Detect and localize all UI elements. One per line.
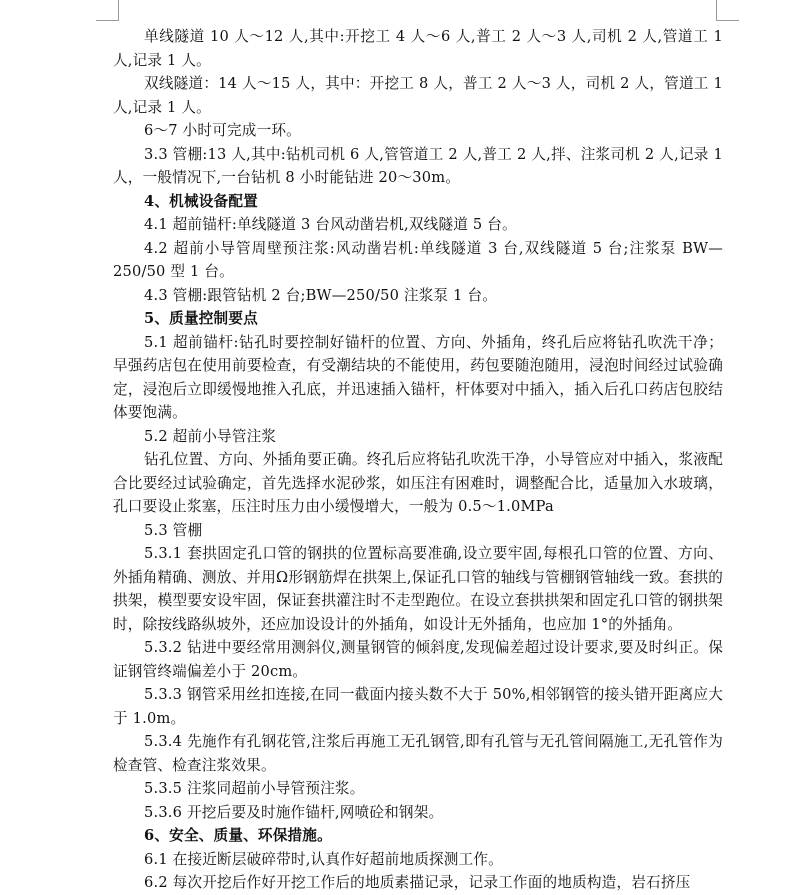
paragraph-safety-6-1: 6.1 在接近断层破碎带时,认真作好超前地质探测工作。 [144,850,503,868]
paragraph-cycle-time: 6～7 小时可完成一环。 [144,122,301,139]
section-heading-quality-points: 5、质量控制要点 [144,310,258,327]
paragraph-equipment-4-3: 4.3 管棚:跟管钻机 2 台;BW—250/50 注浆泵 1 台。 [144,286,498,304]
paragraph-quality-5-3-3: 5.3.3 钢管采用丝扣连接,在同一截面内接头数不大于 50%,相邻钢管的接头错开距离应大于 1.0m。 [113,686,723,727]
paragraph-double-tunnel-staff: 双线隧道：14 人～15 人，其中：开挖工 8 人，普工 2 人～3 人，司机 2 人，管道工 1 人,记录 1 人。 [113,75,723,116]
paragraph-quality-5-3-2: 5.3.2 钻进中要经常用测斜仪,测量钢管的倾斜度,发现偏差超过设计要求,要及时纠正。保证钢管终端偏差小于 20cm。 [113,639,723,680]
paragraph-equipment-4-1: 4.1 超前锚杆:单线隧道 3 台风动凿岩机,双线隧道 5 台。 [144,216,517,233]
paragraph-quality-5-3-1: 5.3.1 套拱固定孔口管的钢拱的位置标高要准确,设立要牢固,每根孔口管的位置、方向、外插角精确、测放、并用Ω形钢筋焊在拱架上,保证孔口管的轴线与管棚钢管轴线一致。套拱的拱架，模型要安设牢固，保证套拱灌注时不走型跑位。在设立套拱拱架和固定孔口管的钢拱架时，除按线路纵坡外，还应加设设计的外插角，如设计无外插角，也应加 1°的外插角。 [113,545,723,633]
document-body [113,25,723,895]
paragraph-equipment-4-2: 4.2 超前小导管周壁预注浆:风动凿岩机:单线隧道 3 台,双线隧道 5 台;注浆泵 BW—250/50 型 1 台。 [113,239,723,280]
section-heading-equipment: 4、机械设备配置 [144,192,258,210]
crop-mark-top-right [716,0,739,21]
paragraph-quality-5-3-5: 5.3.5 注浆同超前小导管预注浆。 [144,780,365,797]
paragraph-quality-5-2-body: 钻孔位置、方向、外插角要正确。终孔后应将钻孔吹洗干净，小导管应对中插入，浆液配合比要经过试验确定，首先选择水泥砂浆，如压注有困难时，调整配合比，适量加入水玻璃，孔口要设止浆塞，压注时压力由小缓慢增大，一般为 0.5～1.0MPa [113,451,723,515]
section-heading-safety: 6、安全、质量、环保措施。 [144,827,332,844]
crop-mark-top-left [96,0,119,21]
paragraph-single-tunnel-staff: 单线隧道 10 人～12 人,其中:开挖工 4 人～6 人,普工 2 人～3 人,司机 2 人,管道工 1 人,记录 1 人。 [113,28,723,69]
paragraph-safety-6-2: 6.2 每次开挖后作好开挖工作后的地质素描记录，记录工作面的地质构造，岩石挤压 [144,874,691,891]
subheading-5-3: 5.3 管棚 [144,521,203,539]
paragraph-quality-5-1: 5.1 超前锚杆:钻孔时要控制好锚杆的位置、方向、外插角，终孔后应将钻孔吹洗干净；早强药店包在使用前要检查，有受潮结块的不能使用，药包要随泡随用，浸泡时间经过试验确定，浸泡后立即缓慢地推入孔底，并迅速插入锚杆，杆体要对中插入，插入后孔口药店包胶结体要饱满。 [113,333,723,421]
paragraph-quality-5-3-4: 5.3.4 先施作有孔钢花管,注浆后再施工无孔钢管,即有孔管与无孔管间隔施工,无孔管作为检查管、检查注浆效果。 [113,733,723,774]
subheading-5-2: 5.2 超前小导管注浆 [144,427,277,445]
paragraph-pipe-shed-staff: 3.3 管棚:13 人,其中:钻机司机 6 人,管管道工 2 人,普工 2 人,拌、注浆司机 2 人,记录 1 人，一般情况下,一台钻机 8 小时能钻进 20～30m。 [113,145,723,186]
paragraph-quality-5-3-6: 5.3.6 开挖后要及时施作锚杆,网喷砼和钢架。 [144,803,444,821]
